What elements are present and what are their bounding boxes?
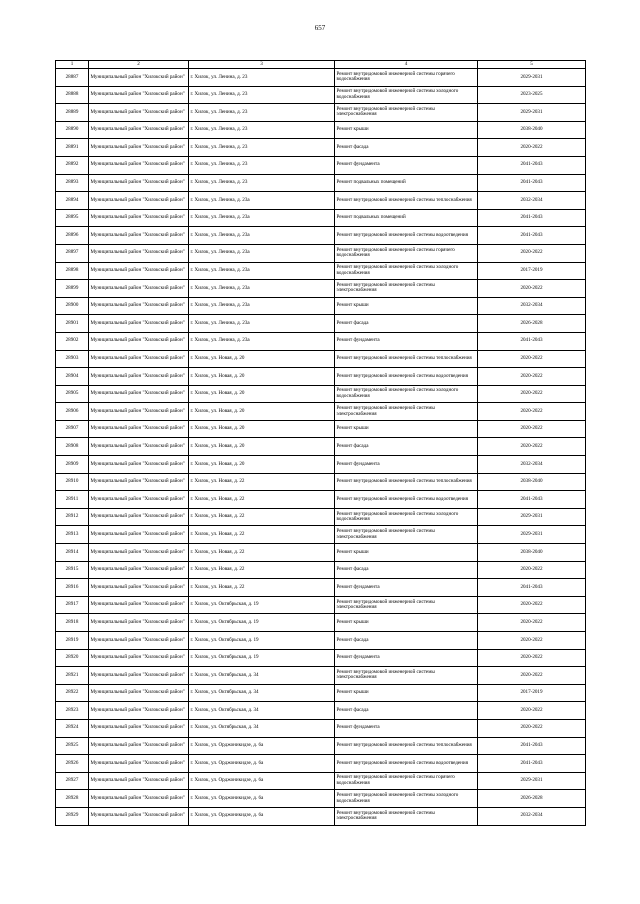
address-cell: г. Хилок, ул. Октябрьская, д. 19 — [189, 649, 335, 667]
row-number-cell: 28907 — [56, 420, 89, 438]
row-number-cell: 28910 — [56, 473, 89, 491]
municipality-cell: Муниципальный район "Хилокский район" — [89, 297, 189, 315]
period-cell: 2026-2028 — [478, 315, 586, 333]
period-cell: 2020-2022 — [478, 649, 586, 667]
work-type-cell: Ремонт фундамента — [335, 156, 478, 174]
column-header-row — [56, 61, 586, 69]
address-cell: г. Хилок, ул. Ленина, д. 23 — [189, 174, 335, 192]
period-cell: 2023-2025 — [478, 86, 586, 104]
column-header-3: 3 — [189, 61, 335, 69]
row-number-cell: 28892 — [56, 156, 89, 174]
table-row — [56, 262, 586, 280]
period-cell: 2041-2043 — [478, 174, 586, 192]
address-cell: г. Хилок, ул. Ленина, д. 23а — [189, 244, 335, 262]
row-number-cell: 28900 — [56, 297, 89, 315]
period-cell: 2020-2022 — [478, 244, 586, 262]
address-cell: г. Хилок, ул. Ленина, д. 23 — [189, 69, 335, 87]
table-row — [56, 702, 586, 720]
row-number-cell: 28898 — [56, 262, 89, 280]
work-type-cell: Ремонт фундамента — [335, 719, 478, 737]
municipality-cell: Муниципальный район "Хилокский район" — [89, 772, 189, 790]
row-number-cell: 28906 — [56, 403, 89, 421]
work-type-cell: Ремонт фасада — [335, 632, 478, 650]
column-header-1: 1 — [56, 61, 89, 69]
column-header-4: 4 — [335, 61, 478, 69]
municipality-cell: Муниципальный район "Хилокский район" — [89, 139, 189, 157]
row-number-cell: 28902 — [56, 332, 89, 350]
period-cell: 2020-2022 — [478, 350, 586, 368]
row-number-cell: 28895 — [56, 209, 89, 227]
period-cell: 2020-2022 — [478, 368, 586, 386]
work-type-cell: Ремонт крыши — [335, 420, 478, 438]
period-cell: 2041-2043 — [478, 332, 586, 350]
row-number-cell: 28888 — [56, 86, 89, 104]
row-number-cell: 28918 — [56, 614, 89, 632]
municipality-cell: Муниципальный район "Хилокский район" — [89, 315, 189, 333]
row-number-cell: 28894 — [56, 192, 89, 210]
work-type-cell: Ремонт крыши — [335, 684, 478, 702]
table-row — [56, 315, 586, 333]
municipality-cell: Муниципальный район "Хилокский район" — [89, 579, 189, 597]
table-row — [56, 368, 586, 386]
municipality-cell: Муниципальный район "Хилокский район" — [89, 491, 189, 509]
table-row — [56, 526, 586, 544]
period-cell: 2020-2022 — [478, 614, 586, 632]
table-row — [56, 508, 586, 526]
work-type-cell: Ремонт внутридомовой инженерной системы водоотведения — [335, 491, 478, 509]
municipality-cell: Муниципальный район "Хилокский район" — [89, 561, 189, 579]
work-type-cell: Ремонт крыши — [335, 297, 478, 315]
period-cell: 2032-2034 — [478, 807, 586, 825]
address-cell: г. Хилок, ул. Ленина, д. 23 — [189, 121, 335, 139]
row-number-cell: 28897 — [56, 244, 89, 262]
work-type-cell: Ремонт фасада — [335, 315, 478, 333]
address-cell: г. Хилок, ул. Новая, д. 22 — [189, 561, 335, 579]
address-cell: г. Хилок, ул. Октябрьская, д. 34 — [189, 702, 335, 720]
work-type-cell: Ремонт крыши — [335, 614, 478, 632]
row-number-cell: 28896 — [56, 227, 89, 245]
municipality-cell: Муниципальный район "Хилокский район" — [89, 755, 189, 773]
municipality-cell: Муниципальный район "Хилокский район" — [89, 280, 189, 298]
work-type-cell: Ремонт внутридомовой инженерной системы электроснабжения — [335, 807, 478, 825]
row-number-cell: 28927 — [56, 772, 89, 790]
municipality-cell: Муниципальный район "Хилокский район" — [89, 174, 189, 192]
table-row — [56, 297, 586, 315]
period-cell: 2032-2034 — [478, 456, 586, 474]
municipality-cell: Муниципальный район "Хилокский район" — [89, 262, 189, 280]
table-row — [56, 438, 586, 456]
row-number-cell: 28899 — [56, 280, 89, 298]
address-cell: г. Хилок, ул. Орджоникидзе, д. 6а — [189, 737, 335, 755]
municipality-cell: Муниципальный район "Хилокский район" — [89, 192, 189, 210]
table-row — [56, 491, 586, 509]
period-cell: 2029-2031 — [478, 772, 586, 790]
period-cell: 2038-2040 — [478, 473, 586, 491]
work-type-cell: Ремонт внутридомовой инженерной системы электроснабжения — [335, 104, 478, 122]
municipality-cell: Муниципальный район "Хилокский район" — [89, 508, 189, 526]
row-number-cell: 28904 — [56, 368, 89, 386]
table-row — [56, 649, 586, 667]
row-number-cell: 28920 — [56, 649, 89, 667]
municipality-cell: Муниципальный район "Хилокский район" — [89, 69, 189, 87]
municipality-cell: Муниципальный район "Хилокский район" — [89, 719, 189, 737]
work-type-cell: Ремонт внутридомовой инженерной системы водоотведения — [335, 227, 478, 245]
work-type-cell: Ремонт внутридомовой инженерной системы холодного водоснабжения — [335, 385, 478, 403]
municipality-cell: Муниципальный район "Хилокский район" — [89, 385, 189, 403]
work-type-cell: Ремонт внутридомовой инженерной системы холодного водоснабжения — [335, 508, 478, 526]
row-number-cell: 28903 — [56, 350, 89, 368]
work-type-cell: Ремонт фундамента — [335, 332, 478, 350]
row-number-cell: 28901 — [56, 315, 89, 333]
municipality-cell: Муниципальный район "Хилокский район" — [89, 121, 189, 139]
period-cell: 2041-2043 — [478, 737, 586, 755]
work-type-cell: Ремонт внутридомовой инженерной системы теплоснабжения — [335, 473, 478, 491]
municipality-cell: Муниципальный район "Хилокский район" — [89, 667, 189, 685]
address-cell: г. Хилок, ул. Ленина, д. 23 — [189, 139, 335, 157]
row-number-cell: 28917 — [56, 596, 89, 614]
municipality-cell: Муниципальный район "Хилокский район" — [89, 156, 189, 174]
period-cell: 2041-2043 — [478, 755, 586, 773]
period-cell: 2020-2022 — [478, 667, 586, 685]
address-cell: г. Хилок, ул. Новая, д. 20 — [189, 350, 335, 368]
municipality-cell: Муниципальный район "Хилокский район" — [89, 456, 189, 474]
row-number-cell: 28912 — [56, 508, 89, 526]
row-number-cell: 28908 — [56, 438, 89, 456]
address-cell: г. Хилок, ул. Ленина, д. 23а — [189, 332, 335, 350]
address-cell: г. Хилок, ул. Новая, д. 22 — [189, 526, 335, 544]
municipality-cell: Муниципальный район "Хилокский район" — [89, 614, 189, 632]
period-cell: 2017-2019 — [478, 262, 586, 280]
page-number: 657 — [314, 24, 326, 32]
address-cell: г. Хилок, ул. Новая, д. 20 — [189, 456, 335, 474]
period-cell: 2020-2022 — [478, 596, 586, 614]
period-cell: 2041-2043 — [478, 209, 586, 227]
row-number-cell: 28922 — [56, 684, 89, 702]
row-number-cell: 28890 — [56, 121, 89, 139]
municipality-cell: Муниципальный район "Хилокский район" — [89, 350, 189, 368]
row-number-cell: 28921 — [56, 667, 89, 685]
row-number-cell: 28909 — [56, 456, 89, 474]
period-cell: 2032-2034 — [478, 297, 586, 315]
address-cell: г. Хилок, ул. Орджоникидзе, д. 6а — [189, 807, 335, 825]
period-cell: 2041-2043 — [478, 227, 586, 245]
address-cell: г. Хилок, ул. Новая, д. 20 — [189, 385, 335, 403]
table-row — [56, 684, 586, 702]
period-cell: 2020-2022 — [478, 632, 586, 650]
row-number-cell: 28889 — [56, 104, 89, 122]
work-type-cell: Ремонт внутридомовой инженерной системы холодного водоснабжения — [335, 262, 478, 280]
table-row — [56, 403, 586, 421]
table-row — [56, 807, 586, 825]
table-row — [56, 420, 586, 438]
period-cell: 2020-2022 — [478, 403, 586, 421]
period-cell: 2020-2022 — [478, 719, 586, 737]
address-cell: г. Хилок, ул. Ленина, д. 23а — [189, 280, 335, 298]
table-row — [56, 561, 586, 579]
municipality-cell: Муниципальный район "Хилокский район" — [89, 86, 189, 104]
work-type-cell: Ремонт внутридомовой инженерной системы электроснабжения — [335, 280, 478, 298]
table-row — [56, 719, 586, 737]
row-number-cell: 28926 — [56, 755, 89, 773]
row-number-cell: 28887 — [56, 69, 89, 87]
address-cell: г. Хилок, ул. Октябрьская, д. 19 — [189, 596, 335, 614]
register-table-body — [56, 61, 586, 826]
table-row — [56, 632, 586, 650]
address-cell: г. Хилок, ул. Новая, д. 20 — [189, 403, 335, 421]
address-cell: г. Хилок, ул. Новая, д. 20 — [189, 368, 335, 386]
row-number-cell: 28923 — [56, 702, 89, 720]
address-cell: г. Хилок, ул. Ленина, д. 23 — [189, 156, 335, 174]
work-type-cell: Ремонт фундамента — [335, 579, 478, 597]
work-type-cell: Ремонт внутридомовой инженерной системы водоотведения — [335, 755, 478, 773]
address-cell: г. Хилок, ул. Новая, д. 22 — [189, 544, 335, 562]
address-cell: г. Хилок, ул. Ленина, д. 23а — [189, 262, 335, 280]
period-cell: 2041-2043 — [478, 579, 586, 597]
row-number-cell: 28911 — [56, 491, 89, 509]
municipality-cell: Муниципальный район "Хилокский район" — [89, 596, 189, 614]
address-cell: г. Хилок, ул. Октябрьская, д. 34 — [189, 667, 335, 685]
work-type-cell: Ремонт фасада — [335, 139, 478, 157]
address-cell: г. Хилок, ул. Новая, д. 22 — [189, 473, 335, 491]
work-type-cell: Ремонт фасада — [335, 438, 478, 456]
work-type-cell: Ремонт внутридомовой инженерной системы водоотведения — [335, 368, 478, 386]
table-row — [56, 614, 586, 632]
municipality-cell: Муниципальный район "Хилокский район" — [89, 737, 189, 755]
address-cell: г. Хилок, ул. Орджоникидзе, д. 6а — [189, 772, 335, 790]
table-row — [56, 772, 586, 790]
period-cell: 2020-2022 — [478, 385, 586, 403]
work-type-cell: Ремонт внутридомовой инженерной системы теплоснабжения — [335, 350, 478, 368]
table-row — [56, 385, 586, 403]
municipality-cell: Муниципальный район "Хилокский район" — [89, 332, 189, 350]
column-header-2: 2 — [89, 61, 189, 69]
work-type-cell: Ремонт внутридомовой инженерной системы холодного водоснабжения — [335, 86, 478, 104]
address-cell: г. Хилок, ул. Орджоникидзе, д. 6а — [189, 755, 335, 773]
municipality-cell: Муниципальный район "Хилокский район" — [89, 209, 189, 227]
work-type-cell: Ремонт внутридомовой инженерной системы горячего водоснабжения — [335, 244, 478, 262]
table-row — [56, 544, 586, 562]
municipality-cell: Муниципальный район "Хилокский район" — [89, 227, 189, 245]
municipality-cell: Муниципальный район "Хилокский район" — [89, 403, 189, 421]
table-row — [56, 332, 586, 350]
period-cell: 2026-2028 — [478, 790, 586, 808]
table-row — [56, 209, 586, 227]
address-cell: г. Хилок, ул. Новая, д. 22 — [189, 508, 335, 526]
work-type-cell: Ремонт внутридомовой инженерной системы электроснабжения — [335, 403, 478, 421]
period-cell: 2020-2022 — [478, 420, 586, 438]
period-cell: 2017-2019 — [478, 684, 586, 702]
municipality-cell: Муниципальный район "Хилокский район" — [89, 807, 189, 825]
table-row — [56, 596, 586, 614]
work-type-cell: Ремонт внутридомовой инженерной системы теплоснабжения — [335, 192, 478, 210]
period-cell: 2029-2031 — [478, 526, 586, 544]
work-type-cell: Ремонт внутридомовой инженерной системы холодного водоснабжения — [335, 790, 478, 808]
address-cell: г. Хилок, ул. Октябрьская, д. 19 — [189, 614, 335, 632]
table-row — [56, 667, 586, 685]
period-cell: 2029-2031 — [478, 104, 586, 122]
period-cell: 2038-2040 — [478, 121, 586, 139]
table-row — [56, 350, 586, 368]
period-cell: 2020-2022 — [478, 702, 586, 720]
period-cell: 2032-2034 — [478, 192, 586, 210]
work-type-cell: Ремонт крыши — [335, 121, 478, 139]
row-number-cell: 28928 — [56, 790, 89, 808]
period-cell: 2029-2031 — [478, 69, 586, 87]
municipality-cell: Муниципальный район "Хилокский район" — [89, 420, 189, 438]
period-cell: 2038-2040 — [478, 544, 586, 562]
table-row — [56, 156, 586, 174]
row-number-cell: 28916 — [56, 579, 89, 597]
period-cell: 2041-2043 — [478, 491, 586, 509]
register-table — [55, 60, 586, 826]
municipality-cell: Муниципальный район "Хилокский район" — [89, 632, 189, 650]
row-number-cell: 28925 — [56, 737, 89, 755]
table-row — [56, 790, 586, 808]
address-cell: г. Хилок, ул. Ленина, д. 23а — [189, 209, 335, 227]
table-row — [56, 755, 586, 773]
row-number-cell: 28929 — [56, 807, 89, 825]
address-cell: г. Хилок, ул. Ленина, д. 23 — [189, 86, 335, 104]
table-row — [56, 579, 586, 597]
address-cell: г. Хилок, ул. Новая, д. 22 — [189, 491, 335, 509]
address-cell: г. Хилок, ул. Октябрьская, д. 19 — [189, 632, 335, 650]
municipality-cell: Муниципальный район "Хилокский район" — [89, 438, 189, 456]
table-row — [56, 86, 586, 104]
period-cell: 2020-2022 — [478, 561, 586, 579]
municipality-cell: Муниципальный район "Хилокский район" — [89, 702, 189, 720]
table-row — [56, 473, 586, 491]
municipality-cell: Муниципальный район "Хилокский район" — [89, 244, 189, 262]
period-cell: 2020-2022 — [478, 438, 586, 456]
table-row — [56, 244, 586, 262]
row-number-cell: 28924 — [56, 719, 89, 737]
row-number-cell: 28919 — [56, 632, 89, 650]
work-type-cell: Ремонт внутридомовой инженерной системы электроснабжения — [335, 596, 478, 614]
work-type-cell: Ремонт фундамента — [335, 649, 478, 667]
address-cell: г. Хилок, ул. Ленина, д. 23а — [189, 297, 335, 315]
address-cell: г. Хилок, ул. Новая, д. 22 — [189, 579, 335, 597]
row-number-cell: 28914 — [56, 544, 89, 562]
row-number-cell: 28891 — [56, 139, 89, 157]
address-cell: г. Хилок, ул. Октябрьская, д. 34 — [189, 684, 335, 702]
table-row — [56, 139, 586, 157]
work-type-cell: Ремонт подвальных помещений — [335, 174, 478, 192]
address-cell: г. Хилок, ул. Ленина, д. 23а — [189, 192, 335, 210]
address-cell: г. Хилок, ул. Ленина, д. 23 — [189, 104, 335, 122]
work-type-cell: Ремонт внутридомовой инженерной системы электроснабжения — [335, 667, 478, 685]
work-type-cell: Ремонт внутридомовой инженерной системы горячего водоснабжения — [335, 772, 478, 790]
municipality-cell: Муниципальный район "Хилокский район" — [89, 684, 189, 702]
table-row — [56, 192, 586, 210]
period-cell: 2020-2022 — [478, 280, 586, 298]
table-row — [56, 456, 586, 474]
work-type-cell: Ремонт фундамента — [335, 456, 478, 474]
table-row — [56, 121, 586, 139]
work-type-cell: Ремонт внутридомовой инженерной системы теплоснабжения — [335, 737, 478, 755]
address-cell: г. Хилок, ул. Ленина, д. 23а — [189, 227, 335, 245]
period-cell: 2041-2043 — [478, 156, 586, 174]
table-row — [56, 737, 586, 755]
table-row — [56, 227, 586, 245]
address-cell: г. Хилок, ул. Новая, д. 20 — [189, 438, 335, 456]
row-number-cell: 28913 — [56, 526, 89, 544]
work-type-cell: Ремонт крыши — [335, 544, 478, 562]
municipality-cell: Муниципальный район "Хилокский район" — [89, 526, 189, 544]
column-header-5: 5 — [478, 61, 586, 69]
table-row — [56, 174, 586, 192]
period-cell: 2029-2031 — [478, 508, 586, 526]
work-type-cell: Ремонт подвальных помещений — [335, 209, 478, 227]
work-type-cell: Ремонт внутридомовой инженерной системы горячего водоснабжения — [335, 69, 478, 87]
municipality-cell: Муниципальный район "Хилокский район" — [89, 649, 189, 667]
work-type-cell: Ремонт внутридомовой инженерной системы электроснабжения — [335, 526, 478, 544]
municipality-cell: Муниципальный район "Хилокский район" — [89, 790, 189, 808]
table-row — [56, 104, 586, 122]
municipality-cell: Муниципальный район "Хилокский район" — [89, 544, 189, 562]
address-cell: г. Хилок, ул. Октябрьская, д. 34 — [189, 719, 335, 737]
municipality-cell: Муниципальный район "Хилокский район" — [89, 368, 189, 386]
municipality-cell: Муниципальный район "Хилокский район" — [89, 473, 189, 491]
row-number-cell: 28893 — [56, 174, 89, 192]
municipality-cell: Муниципальный район "Хилокский район" — [89, 104, 189, 122]
address-cell: г. Хилок, ул. Ленина, д. 23а — [189, 315, 335, 333]
address-cell: г. Хилок, ул. Орджоникидзе, д. 6а — [189, 790, 335, 808]
table-row — [56, 280, 586, 298]
work-type-cell: Ремонт фасада — [335, 702, 478, 720]
row-number-cell: 28915 — [56, 561, 89, 579]
period-cell: 2020-2022 — [478, 139, 586, 157]
table-row — [56, 69, 586, 87]
work-type-cell: Ремонт фасада — [335, 561, 478, 579]
address-cell: г. Хилок, ул. Новая, д. 20 — [189, 420, 335, 438]
row-number-cell: 28905 — [56, 385, 89, 403]
